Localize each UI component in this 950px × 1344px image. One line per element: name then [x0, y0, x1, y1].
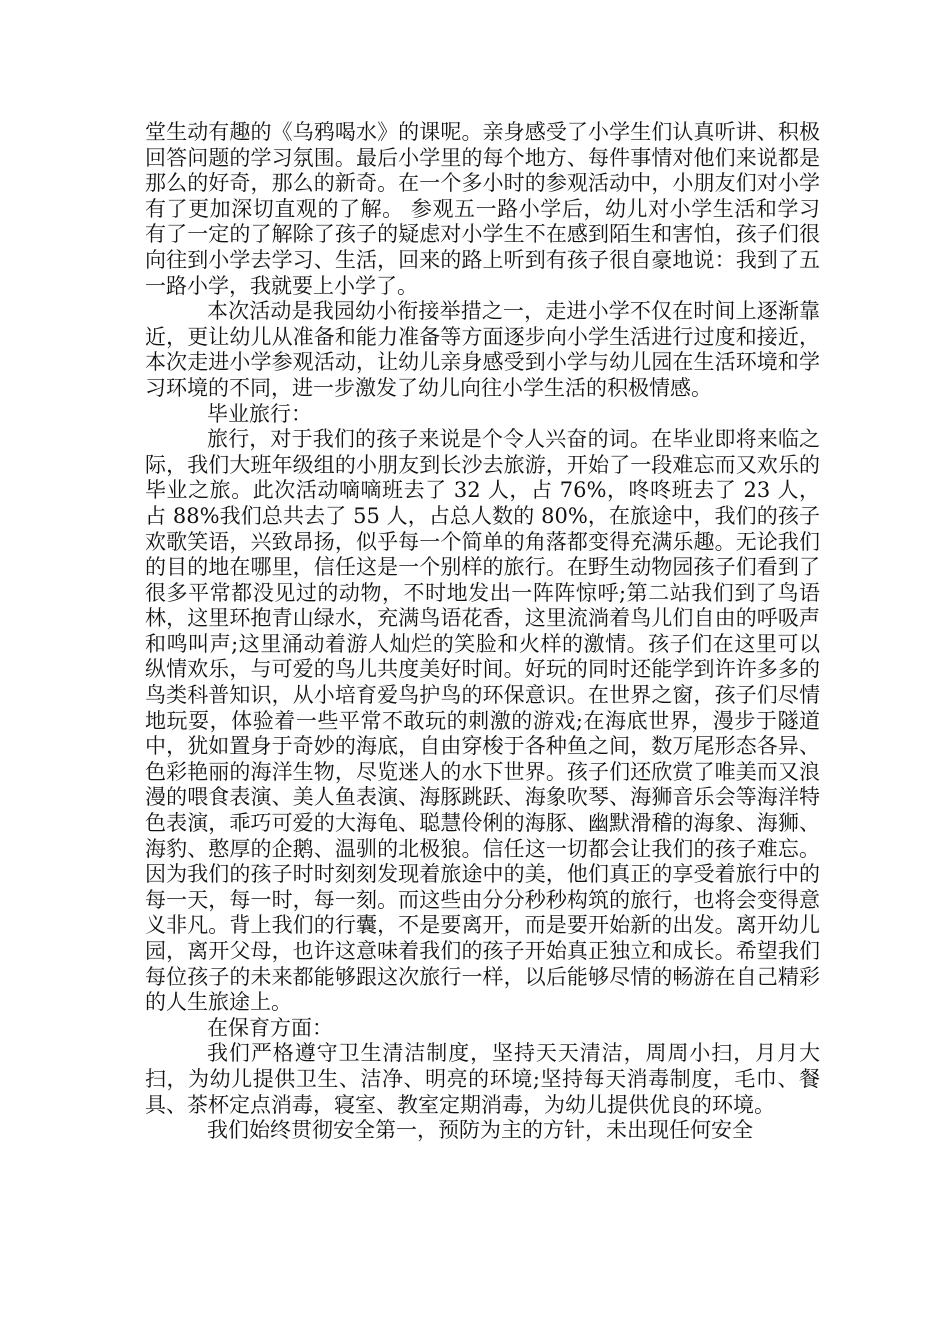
paragraph-safety: 我们始终贯彻安全第一，预防为主的方针，未出现任何安全	[207, 1118, 753, 1143]
paragraph-hygiene: 我们严格遵守卫生清洁制度，坚持天天清洁，周周小扫，月月大扫，为幼儿提供卫生、洁净、明亮的环境;坚持每天消毒制度，毛巾、餐具、茶杯定点消毒，寝室、教室定期消毒，为幼儿提供优良的环境。	[145, 1041, 820, 1117]
paragraph-school-visit: 堂生动有趣的《乌鸦喝水》的课呢。亲身感受了小学生们认真听讲、积极回答问题的学习氛围。最后小学里的每个地方、每件事情对他们来说都是那么的好奇，那么的新奇。在一个多小时的参观活动中，小朋友们对小学有了更加深切直观的了解。 参观五一路小学后，幼儿对小学生活和学习有了一定的了解除了孩子的疑虑对小学生不在感到陌生和害怕，孩子们很向往到小学去学习、生活，回来的路上听到有孩子很自豪地说：我到了五一路小学，我就要上小学了。	[145, 120, 820, 298]
paragraph-graduation-trip: 旅行，对于我们的孩子来说是个令人兴奋的词。在毕业即将来临之际，我们大班年级组的小朋友到长沙去旅游，开始了一段难忘而又欢乐的毕业之旅。此次活动嘀嘀班去了 32 人，占 76%，咚咚班去了 23 人，占 88%我们总共去了 55 人，占总人数的 80%，在旅途中，我们的孩子欢歌笑语，兴致昂扬，似乎每一个简单的角落都变得充满乐趣。无论我们的目的地在哪里，信任这是一个别样的旅行。在野生动物园孩子们看到了很多平常都没见过的动物，不时地发出一阵阵惊呼;第二站我们到了鸟语林，这里环抱青山绿水，充满鸟语花香，这里流淌着鸟儿们自由的呼吸声和鸣叫声;这里涌动着游人灿烂的笑脸和火样的激情。孩子们在这里可以纵情欢乐，与可爱的鸟儿共度美好时间。好玩的同时还能学到许许多多的鸟类科普知识，从小培育爱鸟护鸟的环保意识。在世界之窗，孩子们尽情地玩耍，体验着一些平常不敢玩的刺激的游戏;在海底世界，漫步于隧道中，犹如置身于奇妙的海底，自由穿梭于各种鱼之间，数万尾形态各异、色彩艳丽的海洋生物，尽览迷人的水下世界。孩子们还欣赏了唯美而又浪漫的喂食表演、美人鱼表演、海豚跳跃、海象吹琴、海狮音乐会等海洋特色表演，乖巧可爱的大海龟、聪慧伶俐的海豚、幽默滑稽的海象、海狮、海豹、憨厚的企鹅、温驯的北极狼。信任这一切都会让我们的孩子难忘。因为我们的孩子时时刻刻发现着旅途中的美，他们真正的享受着旅行中的每一天，每一时，每一刻。而这些由分分秒秒构筑的旅行，也将会变得意义非凡。背上我们的行囊，不是要离开，而是要开始新的出发。离开幼儿园，离开父母，也许这意味着我们的孩子开始真正独立和成长。希望我们每位孩子的未来都能够跟这次旅行一样，以后能够尽情的畅游在自己精彩的人生旅途上。	[145, 427, 820, 1015]
section-heading-childcare: 在保育方面：	[207, 1015, 333, 1040]
paragraph-transition-activity: 本次活动是我园幼小衔接举措之一，走进小学不仅在时间上逐渐靠近，更让幼儿从准备和能力准备等方面逐步向小学生活进行过度和接近，本次走进小学参观活动，让幼儿亲身感受到小学与幼儿园在生活环境和学习环境的不同，进一步激发了幼儿向往小学生活的积极情感。	[145, 299, 820, 400]
section-heading-graduation-trip: 毕业旅行：	[207, 401, 312, 426]
document-body	[145, 120, 820, 1144]
